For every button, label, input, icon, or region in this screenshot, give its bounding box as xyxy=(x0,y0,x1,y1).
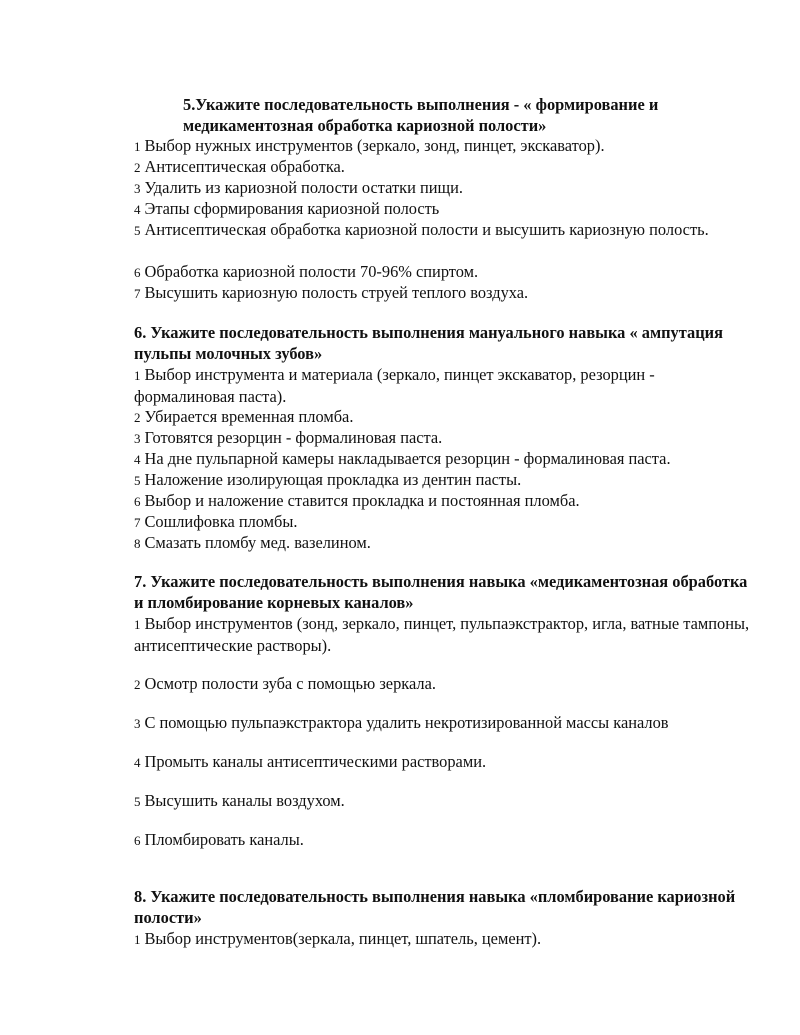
list-item: 1 Выбор нужных инструментов (зеркало, зонд, пинцет, экскаватор). xyxy=(134,136,605,155)
list-item: 4 Этапы сформирования кариозной полость xyxy=(134,199,440,218)
question-8-heading: 8. Укажите последовательность выполнения навыка «пломбирование кариозной полости» xyxy=(134,887,736,927)
list-item: 8 Смазать пломбу мед. вазелином. xyxy=(134,533,371,552)
list-item: 6 Пломбировать каналы. xyxy=(134,830,304,849)
list-item: 6 Выбор и наложение ставится прокладка и постоянная пломба. xyxy=(134,491,580,510)
list-item: 3 Готовятся резорцин - формалиновая паста. xyxy=(134,428,443,447)
list-item: 1 Выбор инструмента и материала (зеркало, пинцет экскаватор, резорцин - формалиновая паста). xyxy=(134,365,655,406)
list-item: 5 Антисептическая обработка кариозной полости и высушить кариозную полость. xyxy=(134,220,709,239)
list-item: 5 Наложение изолирующая прокладка из дентин пасты. xyxy=(134,470,522,489)
question-5-heading: 5.Укажите последовательность выполнения - « формирование и медикаментозная обработка кариозной полости» xyxy=(183,95,659,135)
question-6-heading: 6. Укажите последовательность выполнения мануального навыка « ампутация пульпы молочных зубов» xyxy=(134,323,723,363)
list-item: 7 Сошлифовка пломбы. xyxy=(134,512,298,531)
list-item: 4 На дне пульпарной камеры накладывается резорцин - формалиновая паста. xyxy=(134,449,671,468)
list-item: 2 Осмотр полости зуба с помощью зеркала. xyxy=(134,674,436,693)
list-item: 3 Удалить из кариозной полости остатки пищи. xyxy=(134,178,464,197)
question-7-heading: 7. Укажите последовательность выполнения навыка «медикаментозная обработка и пломбирование корневых каналов» xyxy=(134,572,748,612)
list-item: 1 Выбор инструментов (зонд, зеркало, пинцет, пульпаэкстрактор, игла, ватные тампоны, антисептические растворы). xyxy=(134,614,750,655)
list-item: 6 Обработка кариозной полости 70-96% спиртом. xyxy=(134,262,479,281)
list-item: 2 Убирается временная пломба. xyxy=(134,407,354,426)
list-item: 5 Высушить каналы воздухом. xyxy=(134,791,345,810)
list-item: 7 Высушить кариозную полость струей теплого воздуха. xyxy=(134,283,529,302)
list-item: 4 Промыть каналы антисептическими растворами. xyxy=(134,752,487,771)
list-item: 1 Выбор инструментов(зеркала, пинцет, шпатель, цемент). xyxy=(134,929,542,948)
list-item: 3 С помощью пульпаэкстрактора удалить некротизированной массы каналов xyxy=(134,713,669,732)
list-item: 2 Антисептическая обработка. xyxy=(134,157,345,176)
